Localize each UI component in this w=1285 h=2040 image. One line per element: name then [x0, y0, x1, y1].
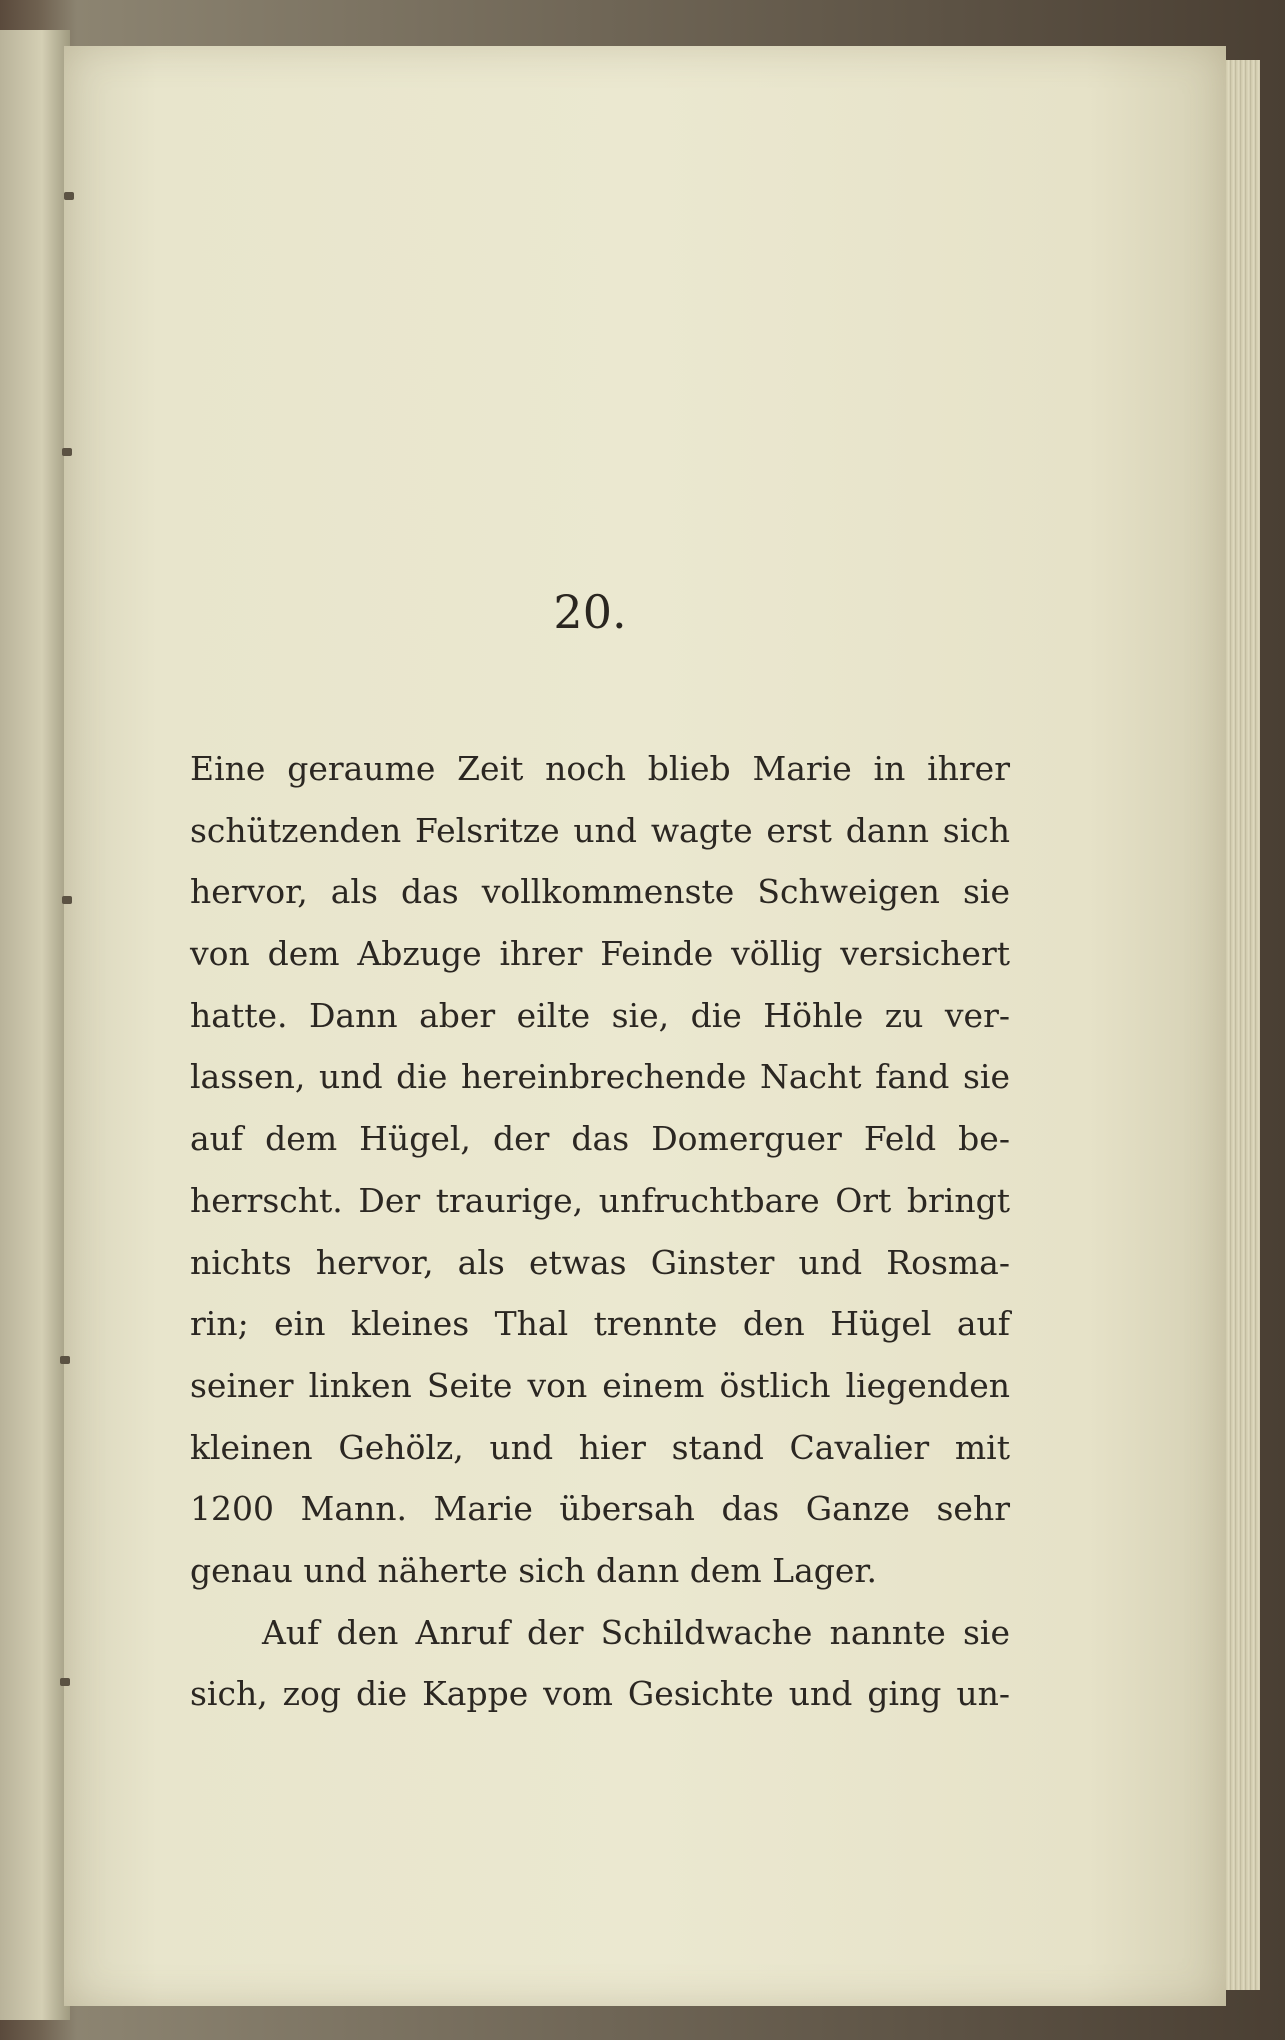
text-line: nichts hervor, als etwas Ginster und Rosma-	[190, 1242, 1010, 1282]
margin-mark	[60, 1678, 70, 1686]
text-line: von dem Abzuge ihrer Feinde völlig versichert	[190, 934, 1010, 974]
text-line: sich, zog die Kappe vom Gesichte und ging un-	[190, 1674, 1010, 1714]
text-line: Auf den Anruf der Schildwache nannte sie	[262, 1612, 1010, 1652]
margin-mark	[62, 896, 72, 904]
paragraph	[190, 1602, 1010, 1725]
text-line: hervor, als das vollkommenste Schweigen sie	[190, 872, 1010, 912]
page-stack-edge	[1226, 60, 1260, 1990]
text-line: lassen, und die hereinbrechende Nacht fand sie	[190, 1057, 1010, 1097]
margin-mark	[64, 192, 74, 200]
text-line: auf dem Hügel, der das Domerguer Feld be-	[190, 1119, 1010, 1159]
text-line: 1200 Mann. Marie übersah das Ganze sehr	[190, 1489, 1010, 1529]
text-line: hatte. Dann aber eilte sie, die Höhle zu ver-	[190, 995, 1010, 1035]
text-line: Eine geraume Zeit noch blieb Marie in ihrer	[190, 749, 1010, 788]
chapter-body	[190, 738, 1010, 1725]
text-line: genau und näherte sich dann dem Lager.	[190, 1550, 878, 1590]
paragraph	[190, 738, 1010, 1602]
left-page-edge	[0, 30, 70, 2020]
margin-mark	[60, 1356, 70, 1364]
text-line: seiner linken Seite von einem östlich liegenden	[190, 1365, 1010, 1405]
chapter-number: 20.	[553, 585, 627, 639]
text-line: herrscht. Der traurige, unfruchtbare Ort bringt	[190, 1180, 1010, 1220]
text-line: rin; ein kleines Thal trennte den Hügel auf	[190, 1304, 1010, 1344]
margin-mark	[62, 448, 72, 456]
text-line: schützenden Felsritze und wagte erst dann sich	[190, 810, 1010, 850]
text-line: kleinen Gehölz, und hier stand Cavalier mit	[190, 1427, 1010, 1467]
